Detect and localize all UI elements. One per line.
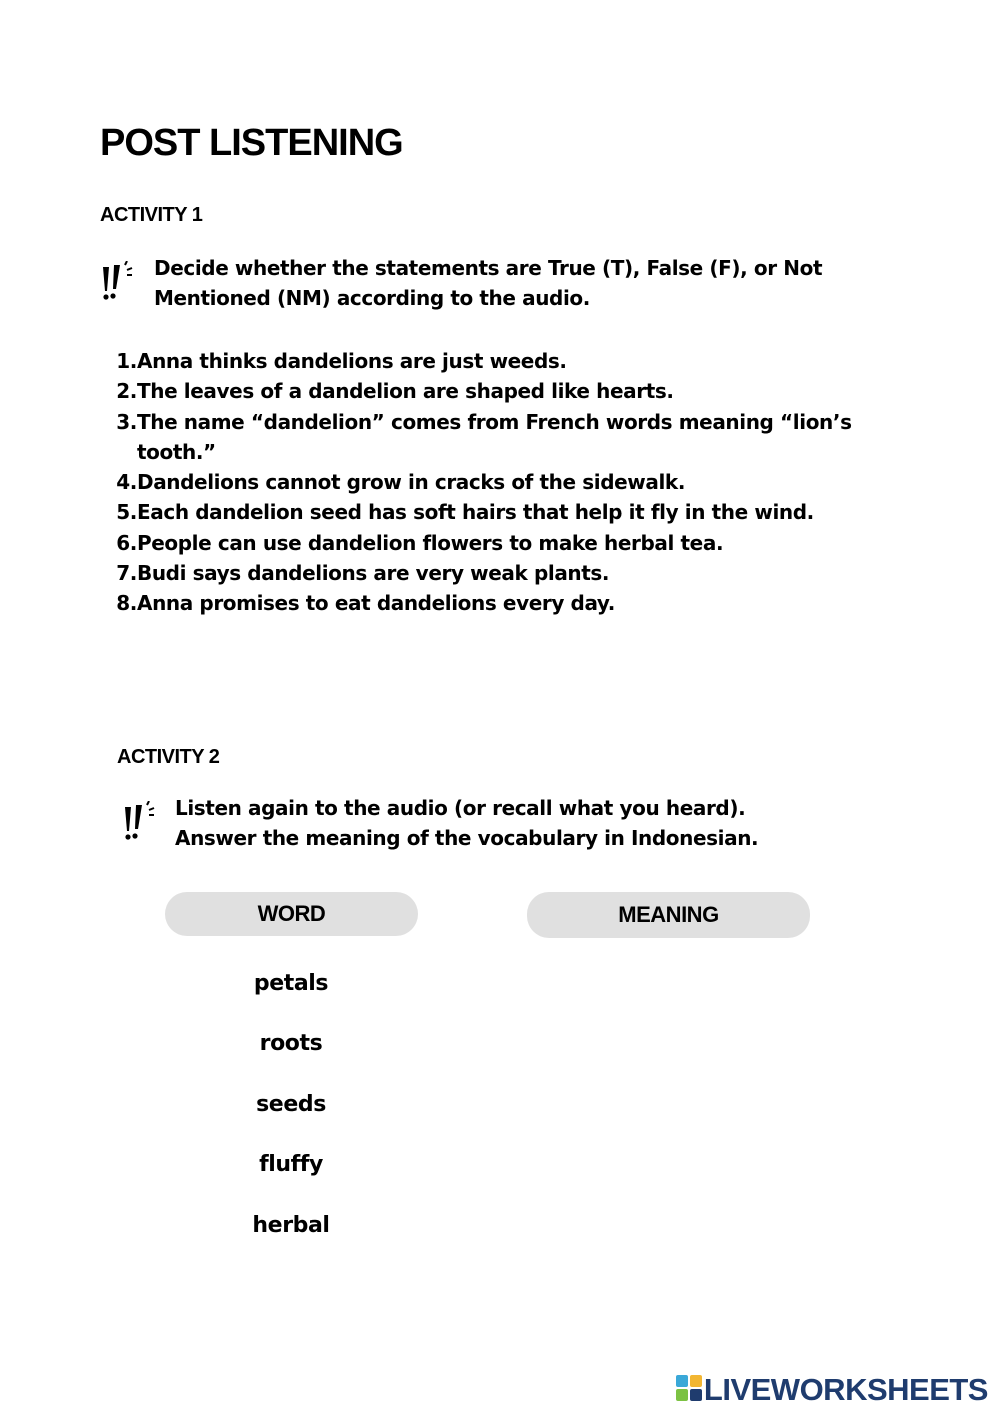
vocabulary-word: seeds: [256, 1091, 326, 1117]
statement-item: [100, 407, 890, 468]
instruction-line-1: Decide whether the statements are True (T), False (F), or Not: [154, 256, 823, 280]
page-title: POST LISTENING: [100, 122, 403, 164]
statement-text: Each dandelion seed has soft hairs that help it fly in the wind.: [137, 500, 814, 525]
vocabulary-word: fluffy: [259, 1152, 323, 1178]
statement-text: Anna promises to eat dandelions every day.: [137, 591, 615, 616]
statement-number: 5.: [116, 500, 137, 525]
liveworksheets-brand: [676, 1372, 988, 1408]
statement-text: The leaves of a dandelion are shaped like hearts.: [137, 379, 674, 404]
statement-number: 2.: [116, 379, 137, 404]
statement-number: 1.: [116, 349, 137, 373]
statement-item: [100, 497, 890, 527]
statement-number: 8.: [116, 591, 137, 616]
liveworksheets-logo-icon: [676, 1375, 702, 1405]
instruction-line-1: Listen again to the audio (or recall what you heard).: [175, 796, 746, 820]
statement-item: [100, 588, 890, 618]
activity-1-instruction: [154, 253, 822, 313]
vocabulary-word: roots: [259, 1031, 323, 1057]
instruction-line-2: Mentioned (NM) according to the audio.: [154, 286, 590, 310]
vocabulary-word: petals: [253, 971, 329, 996]
activity-1-heading: ACTIVITY 1: [100, 204, 203, 226]
statement-item: [100, 558, 890, 588]
statement-item: [100, 346, 890, 376]
activity-2-heading: ACTIVITY 2: [117, 746, 220, 768]
instruction-line-2: Answer the meaning of the vocabulary in Indonesian.: [175, 826, 759, 850]
brand-name: LIVEWORKSHEETS: [703, 1372, 988, 1407]
activity-2-instruction: [175, 793, 758, 853]
statement-item: [100, 528, 890, 558]
exclamation-icon: [99, 261, 141, 311]
statement-text: The name “dandelion” comes from French words meaning “lion’s tooth.”: [137, 409, 852, 464]
statement-text: Anna thinks dandelions are just weeds.: [137, 349, 567, 373]
vocabulary-word-list: [165, 966, 417, 1268]
statement-item: [100, 376, 890, 406]
statement-number: 4.: [116, 470, 137, 495]
exclamation-icon: [121, 801, 163, 851]
statement-number: 6.: [116, 530, 137, 555]
vocabulary-word: herbal: [252, 1212, 330, 1238]
statement-item: [100, 467, 890, 497]
word-column-header: WORD: [165, 892, 418, 936]
meaning-column-header: MEANING: [527, 892, 810, 938]
statement-text: Budi says dandelions are very weak plants.: [137, 561, 610, 586]
statement-text: Dandelions cannot grow in cracks of the sidewalk.: [137, 470, 686, 495]
statements-list: [100, 346, 890, 619]
statement-number: 7.: [116, 561, 137, 586]
statement-number: 3.: [116, 409, 137, 434]
statement-text: People can use dandelion flowers to make herbal tea.: [137, 530, 724, 555]
